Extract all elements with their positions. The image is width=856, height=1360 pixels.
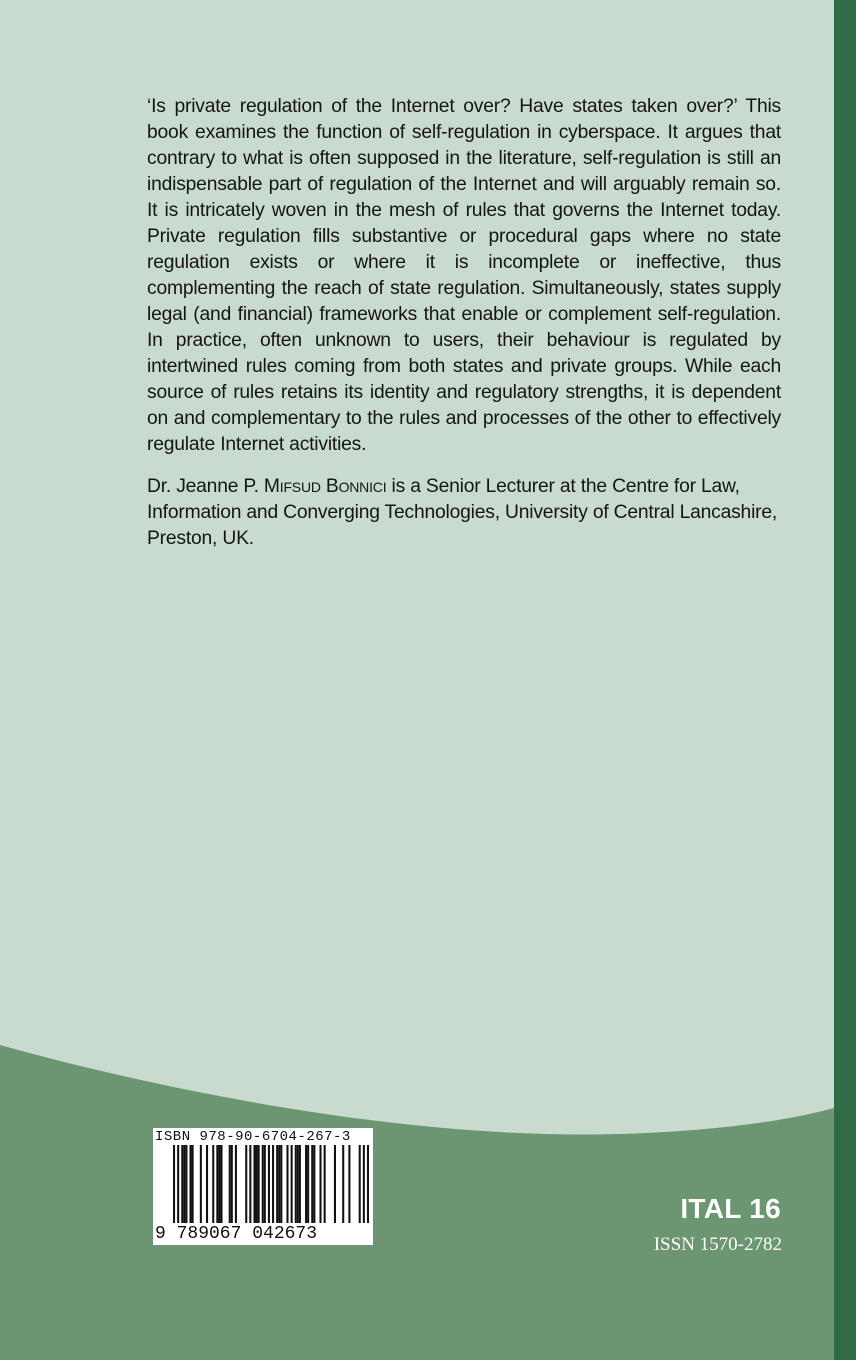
barcode-bar bbox=[276, 1145, 278, 1223]
barcode-bar bbox=[268, 1145, 270, 1223]
barcode-bar bbox=[220, 1145, 222, 1223]
barcode-bar bbox=[348, 1145, 350, 1223]
barcode-bar bbox=[229, 1145, 231, 1223]
author-bio-prefix: Dr. Jeanne P. bbox=[147, 476, 264, 497]
barcode-bar bbox=[258, 1145, 260, 1223]
barcode-bar bbox=[216, 1145, 218, 1223]
book-blurb: ‘Is private regulation of the Internet over? Have states taken over?’ This book examines the function of self-regulation in cyberspace. It argues that contrary to what is often supposed in the literature, self-regulation is still an indispensable part of regulation of the Internet and will arguably remain so. It is intricately woven in the mesh of rules that governs the Internet today. Private regulation fills substantive or procedural gaps where no state regulation exists or where it is incomplete or ineffective, thus complementing the reach of state regulation. Simultaneously, states supply legal (and financial) frameworks that enable or complement self-regulation. In practice, often unknown to users, their behaviour is regulated by intertwined rules coming from both states and private groups. While each source of rules retains its identity and regulatory strengths, it is dependent on and complementary to the rules and processes of the other to effectively regulate Internet activities. bbox=[147, 96, 781, 455]
barcode-bar bbox=[245, 1145, 247, 1223]
barcode-bar bbox=[192, 1145, 194, 1223]
barcode-bar bbox=[307, 1145, 309, 1223]
isbn-label: ISBN 978-90-6704-267-3 bbox=[155, 1129, 351, 1145]
barcode-bar bbox=[218, 1145, 220, 1223]
author-bio bbox=[147, 474, 781, 552]
barcode-bar bbox=[185, 1145, 187, 1223]
isbn-digits: 9 789067 042673 bbox=[155, 1224, 318, 1244]
barcode-bar bbox=[272, 1145, 274, 1223]
barcode-bar bbox=[206, 1145, 208, 1223]
barcode-bar bbox=[286, 1145, 288, 1223]
barcode-bar bbox=[305, 1145, 307, 1223]
barcode-bar bbox=[299, 1145, 301, 1223]
barcode-bar bbox=[231, 1145, 233, 1223]
barcode-bar bbox=[291, 1145, 293, 1223]
author-bio-suffix: is a Senior Lecturer at the Centre for Law, Information and Converging Technologies, University of Central Lancashire, Preston, UK. bbox=[147, 476, 778, 549]
author-surname: Mifsud Bonnici bbox=[263, 476, 387, 497]
barcode-bar bbox=[256, 1145, 258, 1223]
barcode-bar bbox=[200, 1145, 202, 1223]
issn: ISSN 1570-2782 bbox=[653, 1234, 782, 1255]
barcode-bar bbox=[235, 1145, 237, 1223]
barcode-bar bbox=[295, 1145, 297, 1223]
barcode-bar bbox=[264, 1145, 266, 1223]
barcode-bar bbox=[212, 1145, 214, 1223]
isbn-barcode bbox=[153, 1128, 373, 1245]
barcode-bar bbox=[183, 1145, 185, 1223]
barcode-bar bbox=[253, 1145, 255, 1223]
barcode-bar bbox=[249, 1145, 251, 1223]
barcode-bar bbox=[181, 1145, 183, 1223]
barcode-bar bbox=[342, 1145, 344, 1223]
barcode-bar bbox=[173, 1145, 175, 1223]
barcode-bars bbox=[173, 1145, 369, 1223]
barcode-bar bbox=[177, 1145, 179, 1223]
spine-strip bbox=[834, 0, 856, 1360]
barcode-bar bbox=[311, 1145, 313, 1223]
barcode-bar bbox=[278, 1145, 280, 1223]
barcode-bar bbox=[262, 1145, 264, 1223]
barcode-bar bbox=[359, 1145, 361, 1223]
barcode-bar bbox=[367, 1145, 369, 1223]
barcode-bar bbox=[319, 1145, 321, 1223]
barcode-bar bbox=[334, 1145, 336, 1223]
barcode-bar bbox=[313, 1145, 315, 1223]
barcode-bar bbox=[190, 1145, 192, 1223]
barcode-bar bbox=[280, 1145, 282, 1223]
barcode-bar bbox=[363, 1145, 365, 1223]
barcode-bar bbox=[297, 1145, 299, 1223]
barcode-bar bbox=[324, 1145, 326, 1223]
series-title: ITAL 16 bbox=[680, 1193, 781, 1224]
